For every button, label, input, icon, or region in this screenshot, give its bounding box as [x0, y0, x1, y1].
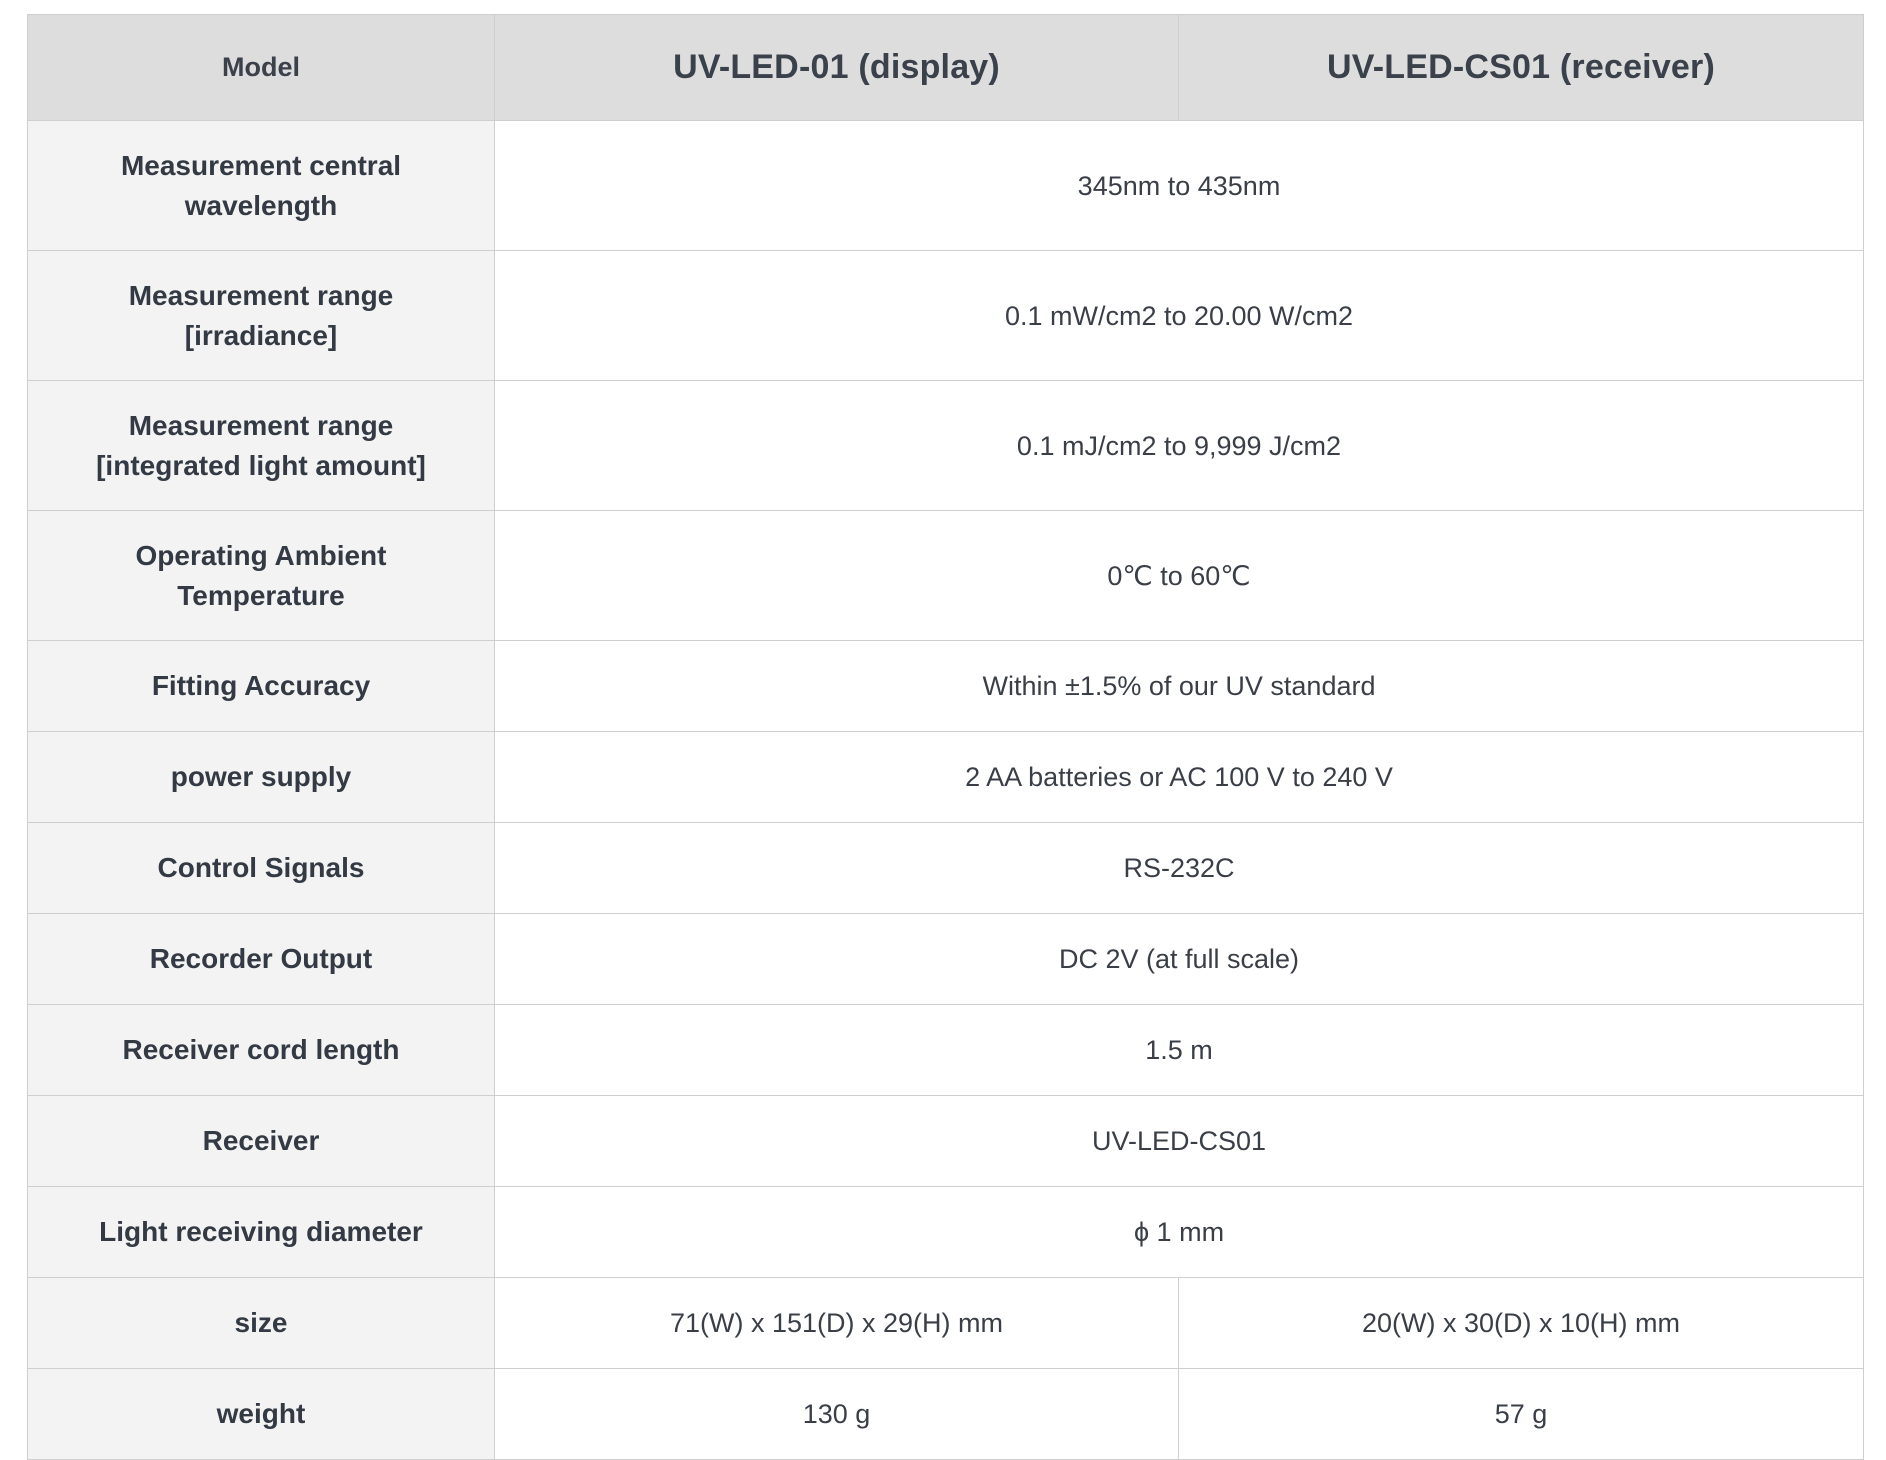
row-value: 0.1 mJ/cm2 to 9,999 J/cm2 [495, 381, 1864, 511]
row-label [28, 121, 495, 251]
row-label-line: [irradiance] [184, 319, 338, 351]
row-value: 0.1 mW/cm2 to 20.00 W/cm2 [495, 251, 1864, 381]
table-row [28, 1187, 1864, 1278]
row-value: RS-232C [495, 823, 1864, 914]
row-label-line: Temperature [177, 579, 345, 611]
table-row [28, 732, 1864, 823]
header-model-display: UV-LED-01 (display) [495, 15, 1179, 121]
row-label: Control Signals [28, 823, 495, 914]
row-label: size [28, 1278, 495, 1369]
row-label: Light receiving diameter [28, 1187, 495, 1278]
row-value-display: 130 g [495, 1369, 1179, 1460]
table-row [28, 914, 1864, 1005]
row-value-receiver: 57 g [1179, 1369, 1864, 1460]
table-row [28, 1005, 1864, 1096]
row-label: Receiver [28, 1096, 495, 1187]
table-row [28, 823, 1864, 914]
table-row [28, 511, 1864, 641]
table-row [28, 1278, 1864, 1369]
table-row [28, 381, 1864, 511]
row-label-line: [integrated light amount] [96, 449, 426, 481]
row-label: weight [28, 1369, 495, 1460]
header-model-label: Model [28, 15, 495, 121]
row-value: 0℃ to 60℃ [495, 511, 1864, 641]
table-header-row [28, 15, 1864, 121]
row-value: 2 AA batteries or AC 100 V to 240 V [495, 732, 1864, 823]
row-value-display: 71(W) x 151(D) x 29(H) mm [495, 1278, 1179, 1369]
row-label [28, 381, 495, 511]
row-value: DC 2V (at full scale) [495, 914, 1864, 1005]
row-value: Within ±1.5% of our UV standard [495, 641, 1864, 732]
row-value: 1.5 m [495, 1005, 1864, 1096]
row-label-line: Operating Ambient [135, 539, 387, 571]
row-value-receiver: 20(W) x 30(D) x 10(H) mm [1179, 1278, 1864, 1369]
row-value: UV-LED-CS01 [495, 1096, 1864, 1187]
row-label-line: wavelength [184, 189, 338, 221]
row-label: Recorder Output [28, 914, 495, 1005]
header-model-receiver: UV-LED-CS01 (receiver) [1179, 15, 1864, 121]
row-label [28, 251, 495, 381]
row-label-line: Measurement range [128, 279, 394, 311]
table-row [28, 251, 1864, 381]
row-value: ϕ 1 mm [495, 1187, 1864, 1278]
row-label-line: Measurement central [120, 149, 402, 181]
row-label [28, 511, 495, 641]
table-row [28, 641, 1864, 732]
table-row [28, 121, 1864, 251]
row-label: power supply [28, 732, 495, 823]
row-value: 345nm to 435nm [495, 121, 1864, 251]
row-label: Receiver cord length [28, 1005, 495, 1096]
spec-table [27, 14, 1864, 1460]
table-row [28, 1369, 1864, 1460]
row-label: Fitting Accuracy [28, 641, 495, 732]
table-row [28, 1096, 1864, 1187]
row-label-line: Measurement range [128, 409, 394, 441]
